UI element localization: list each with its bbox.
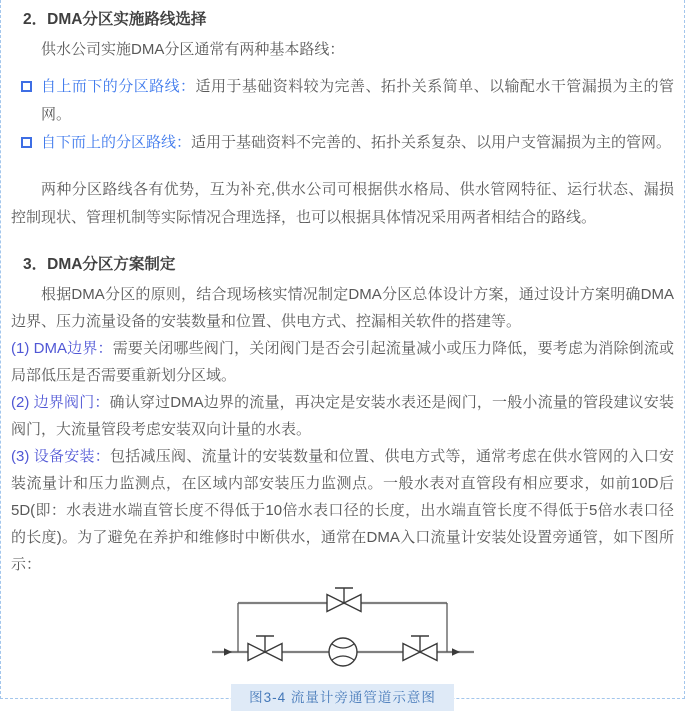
inlet-gate-valve-icon — [248, 636, 282, 661]
square-bullet-icon — [21, 137, 32, 148]
list-item — [11, 129, 674, 157]
item-label: (3) 设备安装： — [11, 448, 110, 465]
flow-meter-icon — [329, 638, 357, 666]
numbered-item-2 — [11, 389, 674, 443]
bullet-text: 适用于基础资料不完善的、拓扑关系复杂、以用户支管漏损为主的管网。 — [191, 134, 672, 151]
numbered-item-3 — [11, 443, 674, 578]
figure-caption: 图3-4 流量计旁通管道示意图 — [231, 684, 454, 711]
bullet-label: 自下而上的分区路线： — [41, 134, 192, 151]
outlet-flow-arrow-icon — [452, 648, 460, 656]
item-text: 需要关闭哪些阀门，关闭阀门是否会引起流量减小或压力降低，要考虑为消除倒流或局部低压是否需要重新划分区域。 — [11, 340, 674, 384]
square-bullet-icon — [21, 81, 32, 92]
item-label: (1) DMA边界： — [11, 340, 113, 357]
numbered-item-1 — [11, 335, 674, 389]
figure-bypass-pipe — [11, 581, 674, 711]
section2-summary: 两种分区路线各有优势，互为补充,供水公司可根据供水格局、供水管网特征、运行状态、漏损控制现状、管理机制等实际情况合理选择，也可以根据具体情况采用两者相结合的路线。 — [11, 181, 674, 226]
section-dma-plan-making — [11, 253, 674, 578]
route-bullet-list — [11, 73, 674, 157]
section3-intro: 根据DMA分区的原则，结合现场核实情况制定DMA分区总体设计方案，通过设计方案明确DMA边界、压力流量设备的安装数量和位置、供电方式、控漏相关软件的搭建等。 — [11, 286, 674, 330]
inlet-flow-arrow-icon — [224, 648, 232, 656]
item-text: 包括减压阀、流量计的安装数量和位置、供电方式等，通常考虑在供水管网的入口安装流量计和压力监测点，在区域内部安装压力监测点。一般水表对直管段有相应要求，如前10D后5D(即：水表进水端直管长度不得低于10倍水表口径的长度，出水端直管长度不得低于5倍水表口径的长度)。为了避免在养护和维修时中断供水，通常在DMA入口流量计安装处设置旁通管，如下图所示： — [11, 448, 674, 573]
section-heading-3: 3．DMA分区方案制定 — [23, 256, 176, 273]
bullet-label: 自上而下的分区路线： — [41, 78, 196, 95]
outlet-gate-valve-icon — [403, 636, 437, 661]
pipe-schematic-diagram — [198, 581, 488, 681]
bypass-gate-valve-icon — [327, 588, 361, 612]
section-dma-route-selection — [11, 8, 674, 232]
section-heading-2: 2．DMA分区实施路线选择 — [23, 11, 207, 28]
list-item — [11, 73, 674, 129]
item-text: 确认穿过DMA边界的流量，再决定是安装水表还是阀门，一般小流量的管段建议安装阀门，大流量管段考虑安装双向计量的水表。 — [11, 394, 674, 438]
item-label: (2) 边界阀门： — [11, 394, 110, 411]
bullet-text: 适用于基础资料较为完善、拓扑关系简单、以输配水干管漏损为主的管网。 — [41, 78, 674, 123]
section2-intro: 供水公司实施DMA分区通常有两种基本路线： — [41, 41, 345, 58]
